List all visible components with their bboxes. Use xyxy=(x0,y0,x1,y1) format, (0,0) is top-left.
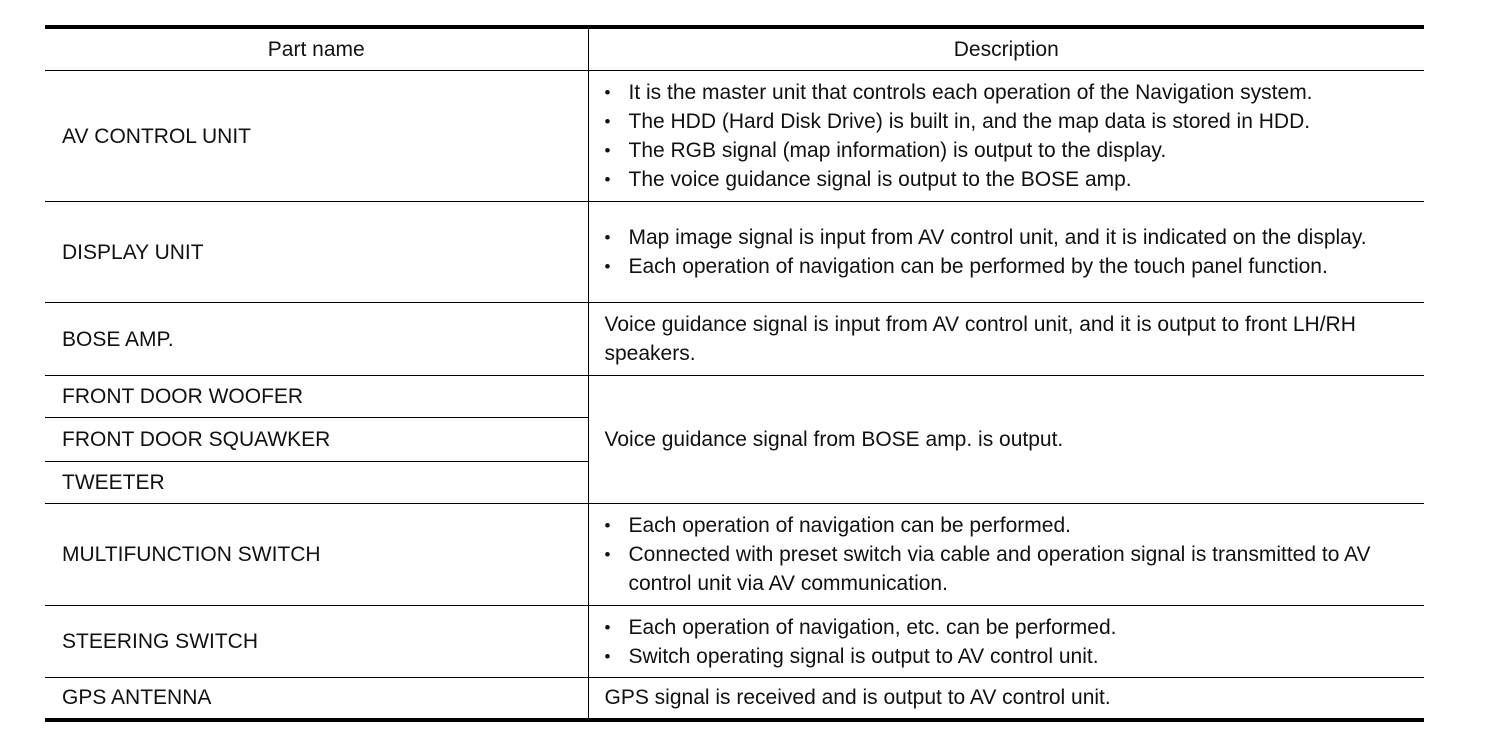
description-cell-speakers: Voice guidance signal from BOSE amp. is output. xyxy=(588,376,1424,504)
table-row-multifunction-switch xyxy=(45,504,1424,606)
table-row-av-control-unit xyxy=(45,71,1424,202)
part-name-cell: TWEETER xyxy=(45,462,588,504)
table-header-row xyxy=(45,27,1424,71)
bullet-item: • The RGB signal (map information) is output to the display. xyxy=(605,136,1419,165)
header-part-name: Part name xyxy=(45,27,588,71)
table-row-display-unit xyxy=(45,202,1424,303)
part-name-cell: GPS ANTENNA xyxy=(45,678,588,720)
table-row-steering-switch xyxy=(45,606,1424,678)
description-cell: GPS signal is received and is output to AV control unit. xyxy=(588,678,1424,720)
bullet-list xyxy=(605,78,1419,194)
bullet-item: • The HDD (Hard Disk Drive) is built in, and the map data is stored in HDD. xyxy=(605,107,1419,136)
part-name-cell: FRONT DOOR SQUAWKER xyxy=(45,418,588,462)
bullet-item: • The voice guidance signal is output to the BOSE amp. xyxy=(605,165,1419,194)
bullet-item: • Map image signal is input from AV control unit, and it is indicated on the display. xyxy=(605,223,1419,252)
part-name-cell: DISPLAY UNIT xyxy=(45,202,588,303)
description-cell xyxy=(588,606,1424,678)
description-cell: Voice guidance signal is input from AV control unit, and it is output to front LH/RH speakers. xyxy=(588,303,1424,376)
bullet-item: • Connected with preset switch via cable and operation signal is transmitted to AV control unit via AV communication. xyxy=(605,540,1419,598)
bullet-item: • Each operation of navigation can be performed by the touch panel function. xyxy=(605,252,1419,281)
parts-table-container xyxy=(45,25,1424,722)
parts-description-table xyxy=(45,25,1424,722)
header-description: Description xyxy=(588,27,1424,71)
part-name-cell: MULTIFUNCTION SWITCH xyxy=(45,504,588,606)
bullet-item: • It is the master unit that controls each operation of the Navigation system. xyxy=(605,78,1419,107)
part-name-cell: BOSE AMP. xyxy=(45,303,588,376)
description-cell xyxy=(588,504,1424,606)
part-name-cell: FRONT DOOR WOOFER xyxy=(45,376,588,418)
part-name-cell: AV CONTROL UNIT xyxy=(45,71,588,202)
table-row-gps-antenna xyxy=(45,678,1424,720)
part-name-cell: STEERING SWITCH xyxy=(45,606,588,678)
bullet-item: • Each operation of navigation, etc. can be performed. xyxy=(605,613,1419,642)
table-row-bose-amp xyxy=(45,303,1424,376)
description-cell xyxy=(588,71,1424,202)
bullet-list xyxy=(605,511,1419,598)
description-cell xyxy=(588,202,1424,303)
table-row-front-door-woofer xyxy=(45,376,1424,418)
bullet-list xyxy=(605,613,1419,671)
bullet-list xyxy=(605,223,1419,281)
bullet-item: • Switch operating signal is output to AV control unit. xyxy=(605,642,1419,671)
bullet-item: • Each operation of navigation can be performed. xyxy=(605,511,1419,540)
